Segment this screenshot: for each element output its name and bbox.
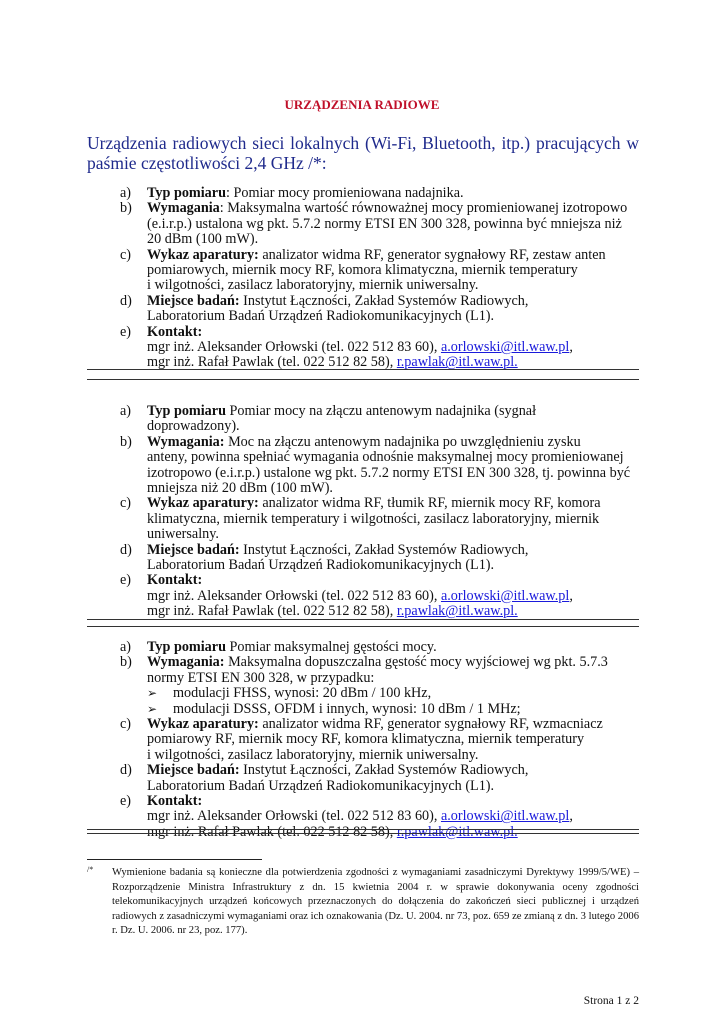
list-item: d) Miejsce badań: Instytut Łączności, Zakład Systemów Radiowych, Laboratorium Badań Urządzeń Radiokomunikacyjnych (L1).: [120, 292, 529, 325]
email-link-orlowski[interactable]: a.orlowski@itl.waw.pl: [440, 587, 570, 604]
section-heading: Urządzenia radiowych sieci lokalnych (Wi-Fi, Bluetooth, itp.) pracujących w paśmie częstotliwości 2,4 GHz /*:: [87, 133, 639, 173]
email-link-pawlak[interactable]: r.pawlak@itl.waw.pl.: [396, 354, 518, 371]
footnote-text: Wymienione badania są konieczne dla potwierdzenia zgodności z wymaganiami zasadniczymi Dyrektywy 1999/5/WE) – Rozporządzenie Ministra Infrastruktury z dn. 15 kwietnia 2004 r. w sprawie dokonywania oceny zgodności telekomunikacyjnych urządzeń końcowych przeznaczonych do dołączenia do zakończeń sieci publicznej i urządzeń radiowych z zasadniczymi wymaganiami oraz ich oznakowania (Dz. U. 2004. nr 73, poz. 659 ze zmianą z dn. 3 lutego 2006 r. Dz. U. 2006. nr 23, poz. 177).: [112, 867, 639, 936]
document-title: URZĄDZENIA RADIOWE: [284, 97, 440, 112]
separator-line: [87, 829, 639, 830]
list-item: c) Wykaz aparatury: analizator widma RF, generator sygnałowy RF, zestaw anten pomiarowych, miernik mocy RF, komora klimatyczna, miernik temperatury i wilgotności, zasilacz laboratoryjny, miernik uniwersalny.: [120, 246, 606, 294]
footnote-mark: /*: [87, 865, 94, 874]
measurement-section-2: [87, 404, 639, 620]
email-link-orlowski[interactable]: a.orlowski@itl.waw.pl: [440, 339, 570, 356]
list-item: c) Wykaz aparatury: analizator widma RF, tłumik RF, miernik mocy RF, komora klimatyczna, miernik temperatury i wilgotności, zasilacz laboratoryjny, miernik uniwersalny.: [120, 495, 601, 543]
list-item: d) Miejsce badań: Instytut Łączności, Zakład Systemów Radiowych, Laboratorium Badań Urządzeń Radiokomunikacyjnych (L1).: [120, 762, 529, 794]
list-item: e) Kontakt: mgr inż. Aleksander Orłowski (tel. 022 512 83 60), a.orlowski@itl.waw.pl, mgr inż. Rafał Pawlak (tel. 022 512 82 58), r.pawlak@itl.waw.pl.: [120, 323, 573, 371]
email-link-pawlak[interactable]: r.pawlak@itl.waw.pl.: [396, 603, 518, 620]
separator-line: [87, 619, 639, 620]
arrow-bullet-icon: ➢: [147, 701, 158, 716]
separator-line: [87, 379, 639, 380]
list-item: e) Kontakt: mgr inż. Aleksander Orłowski (tel. 022 512 83 60), a.orlowski@itl.waw.pl, mgr inż. Rafał Pawlak (tel. 022 512 82 58), r.pawlak@itl.waw.pl.: [120, 572, 573, 620]
list-item: e) Kontakt: mgr inż. Aleksander Orłowski (tel. 022 512 83 60), a.orlowski@itl.waw.pl, mgr inż. Rafał Pawlak (tel. 022 512 82 58), r.pawlak@itl.waw.pl.: [120, 793, 573, 840]
footnote: [87, 866, 639, 939]
list-item: a) Typ pomiaru Pomiar mocy na złączu antenowym nadajnika (sygnał doprowadzony).: [120, 403, 537, 435]
list-item: b) Wymagania: Maksymalna dopuszczalna gęstość mocy wyjściowej wg pkt. 5.7.3 normy ETSI EN 300 328, w przypadku: ➢ modulacji FHSS, wynosi: 20 dBm / 100 kHz, ➢ modulacji DSSS, OFDM i innych, wynosi: 10 dBm / 1 MHz;: [87, 655, 639, 717]
sub-list-item: ➢ modulacji DSSS, OFDM i innych, wynosi: 10 dBm / 1 MHz;: [147, 700, 521, 717]
separator-line: [87, 369, 639, 370]
page-number: Strona 1 z 2: [583, 995, 639, 1007]
footnote-rule: [87, 859, 262, 860]
list-item: b) Wymagania: Maksymalna wartość równoważnej mocy promieniowanej izotropowo (e.i.r.p.) ustalona wg pkt. 5.7.2 normy ETSI EN 300 328, powinna być mniejsza niż 20 dBm (100 mW).: [120, 200, 628, 248]
separator-line: [87, 833, 639, 834]
list-item: a) Typ pomiaru: Pomiar mocy promieniowana nadajnika.: [120, 185, 464, 201]
measurement-section-3: [87, 640, 639, 840]
list-item: d) Miejsce badań: Instytut Łączności, Zakład Systemów Radiowych, Laboratorium Badań Urządzeń Radiokomunikacyjnych (L1).: [120, 541, 529, 574]
list-item: a) Typ pomiaru Pomiar maksymalnej gęstości mocy.: [120, 639, 437, 655]
list-item: b) Wymagania: Moc na złączu antenowym nadajnika po uwzględnieniu zysku anteny, powinna spełniać wymagania odnośnie maksymalnej mocy promieniowanej izotropowo (e.i.r.p.) ustalone wg pkt. 5.7.2 normy ETSI EN 300 328, tj. powinna być mniejsza niż 20 dBm (100 mW).: [120, 433, 631, 497]
measurement-section-1: [87, 186, 639, 371]
separator-line: [87, 626, 639, 627]
arrow-bullet-icon: ➢: [147, 686, 158, 701]
list-item: c) Wykaz aparatury: analizator widma RF, generator sygnałowy RF, wzmacniacz pomiarowy RF, miernik mocy RF, komora klimatyczna, miernik temperatury i wilgotności, zasilacz laboratoryjny, miernik uniwersalny.: [120, 716, 603, 763]
email-link-pawlak[interactable]: r.pawlak@itl.waw.pl.: [396, 823, 518, 840]
sub-list-item: ➢ modulacji FHSS, wynosi: 20 dBm / 100 kHz,: [147, 685, 432, 702]
email-link-orlowski[interactable]: a.orlowski@itl.waw.pl: [440, 808, 570, 825]
